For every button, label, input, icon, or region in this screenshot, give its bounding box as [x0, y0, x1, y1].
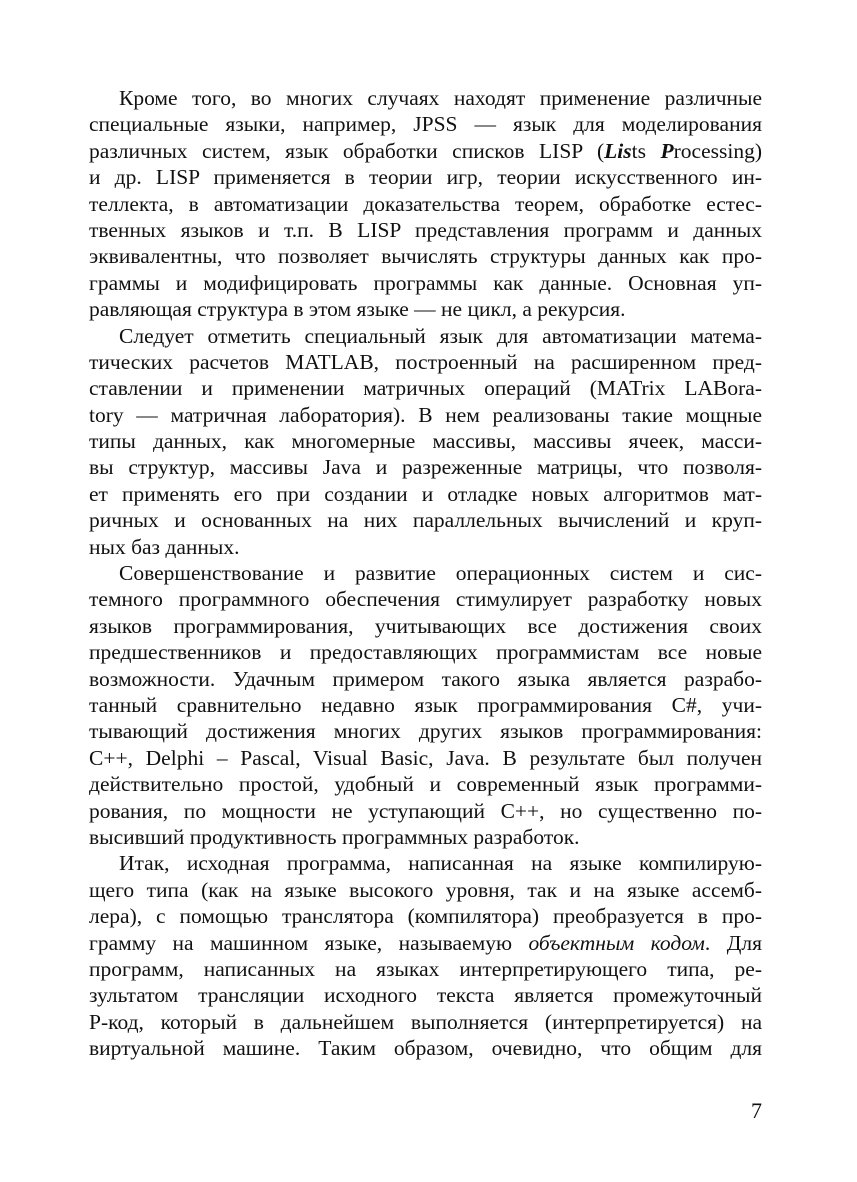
text-segment: высивший продуктивность программных разработок.: [89, 824, 580, 849]
text-line: [89, 586, 762, 612]
text-line: [89, 323, 762, 349]
text-line: [89, 138, 762, 164]
text-segment: специальные языки, например, JPSS — язык для моделирования: [89, 112, 762, 137]
text-line: [89, 666, 762, 692]
text-segment: теллекта, в автоматизации доказательства теорем, обработке естес-: [89, 191, 762, 216]
text-line: [89, 639, 762, 665]
text-segment: типы данных, как многомерные массивы, массивы ячеек, масси-: [89, 429, 762, 454]
emphasis-text: объектным кодом: [528, 930, 705, 955]
text-segment: твенных языков и т.п. В LISP представления программ и данных: [89, 217, 762, 242]
text-line: [89, 613, 762, 639]
text-line: [89, 243, 762, 269]
emphasis-text: P: [660, 138, 674, 163]
text-line: [89, 798, 762, 824]
text-line: [89, 534, 762, 560]
text-segment: ных баз данных.: [89, 534, 240, 559]
text-segment: возможности. Удачным примером такого языка является разрабо-: [89, 666, 762, 691]
text-line: [89, 349, 762, 375]
text-segment: tory — матричная лаборатория). В нем реализованы такие мощные: [89, 402, 762, 427]
text-line: [89, 217, 762, 243]
text-segment: действительно простой, удобный и современный язык программи-: [89, 772, 762, 797]
text-segment: языков программирования, учитывающих все достижения своих: [89, 613, 762, 638]
page-number: 7: [751, 1098, 762, 1123]
text-segment: тических расчетов MATLAB, построенный на расширенном пред-: [89, 349, 762, 374]
text-line: [89, 718, 762, 744]
text-line: [89, 1035, 762, 1061]
body-text: [89, 85, 762, 1061]
text-segment: C++, Delphi – Pascal, Visual Basic, Java. В результате был получен: [89, 745, 762, 770]
text-line: [89, 956, 762, 982]
text-segment: ts: [631, 138, 661, 163]
text-line: [89, 85, 762, 111]
text-line: [89, 850, 762, 876]
text-line: [89, 402, 762, 428]
text-segment: граммы и модифицировать программы как данные. Основная уп-: [89, 270, 762, 295]
text-segment: щего типа (как на языке высокого уровня, так и на языке ассемб-: [89, 877, 762, 902]
emphasis-text: Lis: [604, 138, 632, 163]
text-segment: зультатом трансляции исходного текста является промежуточный: [89, 983, 762, 1008]
text-line: [89, 745, 762, 771]
text-line: [89, 111, 762, 137]
text-segment: программ, написанных на языках интерпретирующего типа, ре-: [89, 956, 762, 981]
text-line: [89, 191, 762, 217]
text-segment: виртуальной машине. Таким образом, очевидно, что общим для: [89, 1036, 762, 1061]
text-segment: P-код, который в дальнейшем выполняется (интерпретируется) на: [89, 1009, 762, 1034]
text-line: [89, 296, 762, 322]
text-segment: темного программного обеспечения стимулирует разработку новых: [89, 587, 762, 612]
text-line: [89, 877, 762, 903]
text-line: [89, 771, 762, 797]
text-line: [89, 1009, 762, 1035]
text-line: [89, 507, 762, 533]
text-line: [89, 560, 762, 586]
text-segment: грамму на машинном языке, называемую: [89, 930, 529, 955]
text-segment: вы структур, массивы Java и разреженные матрицы, что позволя-: [89, 455, 762, 480]
text-segment: равляющая структура в этом языке — не цикл, а рекурсия.: [89, 297, 626, 322]
text-segment: . Для: [704, 930, 762, 955]
text-segment: рования, по мощности не уступающий C++, но существенно по-: [89, 798, 762, 823]
text-line: [89, 930, 762, 956]
text-line: [89, 454, 762, 480]
text-line: [89, 824, 762, 850]
text-segment: rocessing): [673, 138, 762, 163]
text-line: [89, 481, 762, 507]
text-segment: Итак, исходная программа, написанная на языке компилирую-: [119, 851, 762, 876]
text-segment: и др. LISP применяется в теории игр, теории искусственного ин-: [89, 165, 762, 190]
text-line: [89, 982, 762, 1008]
text-line: [89, 375, 762, 401]
text-segment: ет применять его при создании и отладке новых алгоритмов мат-: [89, 481, 762, 506]
text-segment: лера), с помощью транслятора (компилятора) преобразуется в про-: [89, 904, 762, 929]
text-line: [89, 903, 762, 929]
text-segment: танный сравнительно недавно язык программирования C#, учи-: [89, 692, 762, 717]
text-segment: Совершенствование и развитие операционных систем и сис-: [119, 561, 762, 586]
text-segment: ставлении и применении матричных операций (MATrix LABora-: [89, 376, 762, 401]
text-segment: предшественников и предоставляющих программистам все новые: [89, 640, 762, 665]
text-line: [89, 270, 762, 296]
text-segment: различных систем, язык обработки списков LISP (: [89, 138, 605, 163]
text-segment: эквивалентны, что позволяет вычислять структуры данных как про-: [89, 244, 762, 269]
text-line: [89, 692, 762, 718]
text-line: [89, 164, 762, 190]
text-segment: ричных и основанных на них параллельных вычислений и круп-: [89, 508, 762, 533]
text-segment: Следует отметить специальный язык для автоматизации матема-: [119, 323, 762, 348]
text-segment: тывающий достижения многих других языков программирования:: [89, 719, 762, 744]
text-segment: Кроме того, во многих случаях находят применение различные: [119, 86, 762, 110]
text-line: [89, 428, 762, 454]
